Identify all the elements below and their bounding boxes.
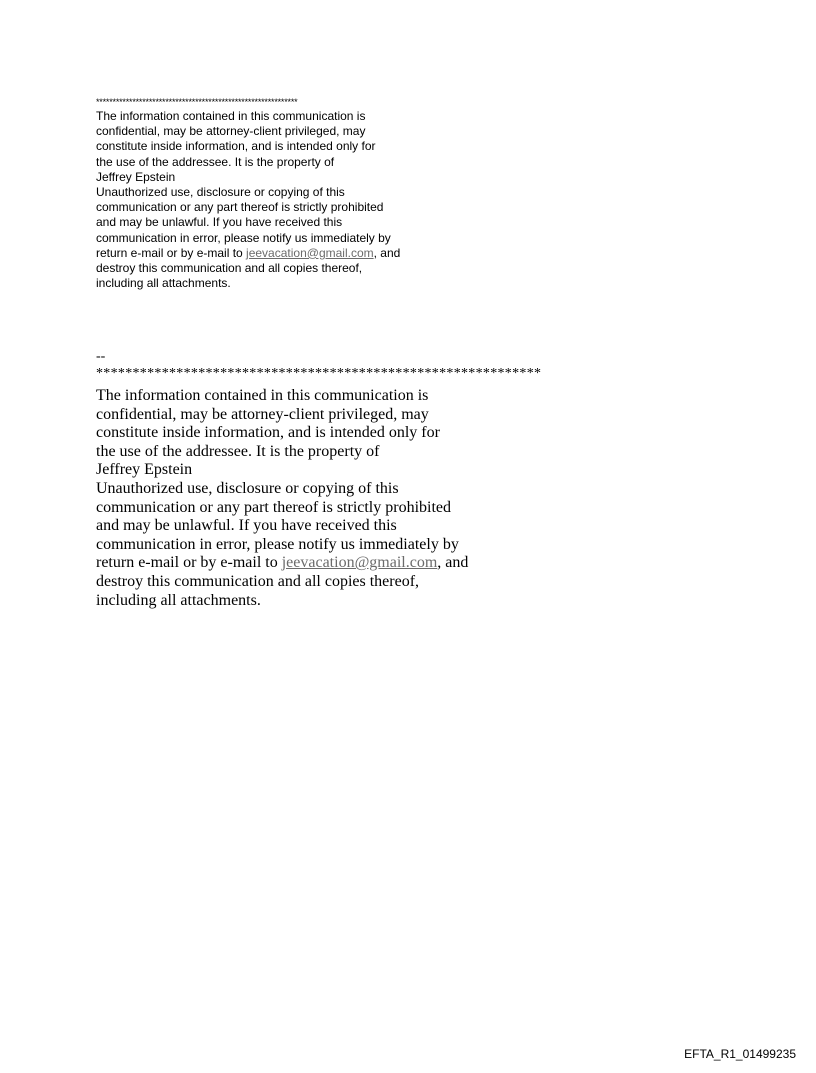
notice-line: The information contained in this communication is [96,109,366,123]
notice-text: return e-mail or by e-mail to [96,554,282,572]
confidentiality-notice-sans [96,97,556,291]
signature-separator: -- [96,349,106,364]
notice-line: communication or any part thereof is strictly prohibited [96,200,384,215]
notice-line: constitute inside information, and is intended only for [96,139,376,154]
email-link[interactable]: jeevacation@gmail.com [246,245,374,260]
asterisk-divider: ************************************************************* [96,97,298,107]
notice-line: communication in error, please notify us immediately by [96,535,459,553]
confidentiality-notice-serif [96,366,616,610]
notice-line: confidential, may be attorney-client privileged, may [96,124,366,139]
document-id: EFTA_R1_01499235 [684,1047,796,1061]
notice-owner-name: Jeffrey Epstein [96,461,193,479]
notice-text: , and [373,245,401,260]
notice-line: destroy this communication and all copies thereof, [96,572,420,590]
notice-line: and may be unlawful. If you have received this [96,215,343,230]
notice-line: constitute inside information, and is intended only for [96,424,440,442]
notice-line: The information contained in this communication is [96,387,429,404]
asterisk-divider: ************************************************************* [96,366,542,381]
notice-line-with-email [96,246,556,261]
notice-line: confidential, may be attorney-client privileged, may [96,405,429,423]
notice-line: Unauthorized use, disclosure or copying of this [96,185,345,200]
notice-line: communication or any part thereof is strictly prohibited [96,498,452,516]
notice-line: including all attachments. [96,276,231,291]
notice-line: the use of the addressee. It is the property of [96,442,380,460]
notice-line: Unauthorized use, disclosure or copying of this [96,479,399,497]
notice-line: communication in error, please notify us immediately by [96,230,391,245]
notice-line: including all attachments. [96,591,261,609]
notice-text: return e-mail or by e-mail to [96,245,247,260]
notice-owner-name: Jeffrey Epstein [96,169,176,184]
notice-line-with-email [96,554,616,573]
notice-line: destroy this communication and all copies thereof, [96,261,363,276]
notice-line: the use of the addressee. It is the property of [96,154,335,169]
notice-line: and may be unlawful. If you have received this [96,517,397,535]
notice-text: , and [437,554,469,572]
email-link[interactable]: jeevacation@gmail.com [281,554,438,572]
